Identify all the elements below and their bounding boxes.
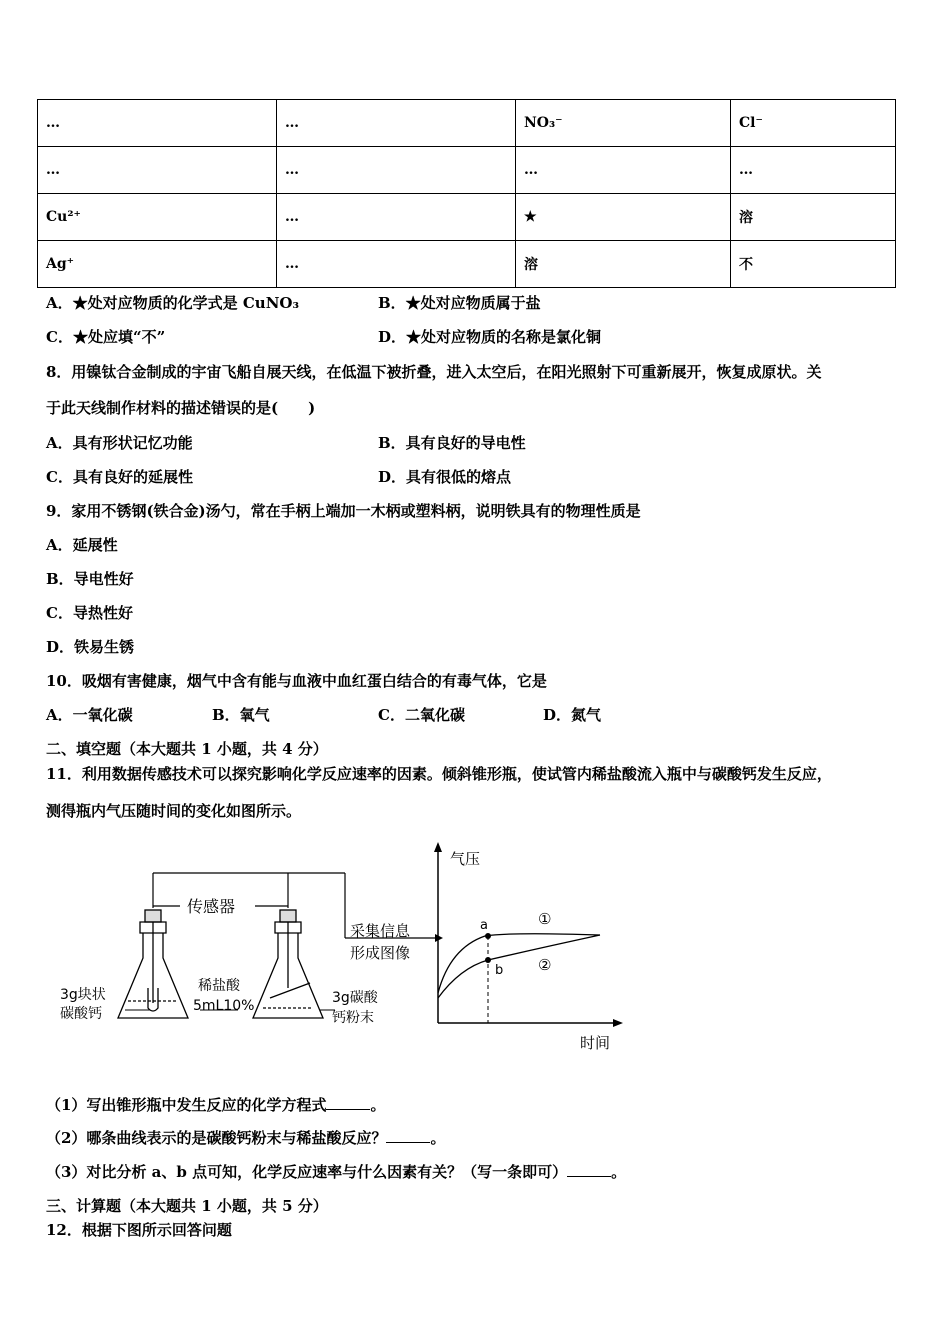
q9-option-b: B．导电性好: [46, 570, 134, 588]
q7-option-d: D．★处对应物质的名称是氯化铜: [378, 328, 602, 346]
table-row: [38, 147, 896, 194]
table-cell: …: [277, 147, 516, 194]
q10-option-d: D．氮气: [543, 706, 602, 724]
q11-stem-line1: 11．利用数据传感技术可以探究影响化学反应速率的因素。倾斜锥形瓶，使试管内稀盐酸流入瓶中与碳酸钙发生反应，: [46, 765, 832, 783]
q11-sub2: （2）哪条曲线表示的是碳酸钙粉末与稀盐酸反应？ 。: [46, 1129, 446, 1147]
point-b-label: b: [495, 963, 504, 978]
point-a-label: a: [480, 918, 488, 933]
table-cell: ★: [516, 194, 731, 241]
q10-option-b: B．氧气: [212, 706, 270, 724]
right-flask-label-2: 钙粉末: [332, 1010, 374, 1026]
table-cell: Ag⁺: [38, 241, 277, 288]
y-axis-label: 气压: [450, 850, 481, 868]
table-cell: Cu²⁺: [38, 194, 277, 241]
acid-label-1: 稀盐酸: [198, 978, 240, 994]
ion-solubility-table: [37, 99, 896, 288]
q8-option-d: D．具有很低的熔点: [378, 468, 512, 486]
table-cell: …: [277, 100, 516, 147]
q8-stem-line2: 于此天线制作材料的描述错误的是( ): [46, 399, 316, 417]
q10-stem: 10．吸烟有害健康，烟气中含有能与血液中血红蛋白结合的有毒气体，它是: [46, 672, 547, 690]
curve-2: [438, 935, 600, 998]
table-cell: Cl⁻: [731, 100, 896, 147]
table-cell: …: [277, 241, 516, 288]
acid-label-2: 5mL10%: [193, 998, 255, 1014]
table-cell: …: [731, 147, 896, 194]
left-flask-label-1: 3g块状: [60, 987, 106, 1003]
right-flask-label-1: 3g碳酸: [332, 990, 378, 1006]
x-axis-label: 时间: [580, 1034, 611, 1052]
curve-1: [438, 934, 600, 993]
table-row: [38, 241, 896, 288]
section-heading: 三、计算题（本大题共 1 小题，共 5 分）: [46, 1197, 328, 1215]
table-cell: …: [38, 147, 277, 194]
answer-blank[interactable]: [386, 1129, 430, 1143]
q10-option-a: A．一氧化碳: [46, 706, 133, 724]
point-b-marker: [485, 957, 491, 963]
q11-stem-line2: 测得瓶内气压随时间的变化如图所示。: [46, 802, 302, 820]
table-cell: 溶: [516, 241, 731, 288]
q9-stem: 9．家用不锈钢(铁合金)汤勺，常在手柄上端加一木柄或塑料柄，说明铁具有的物理性质是: [46, 502, 641, 520]
q9-option-d: D．铁易生锈: [46, 638, 135, 656]
q8-option-c: C．具有良好的延展性: [46, 468, 193, 486]
q11-sub1: （1）写出锥形瓶中发生反应的化学方程式 。: [46, 1096, 386, 1114]
q10-option-c: C．二氧化碳: [378, 706, 465, 724]
curve-2-label: ②: [538, 956, 552, 974]
table-row: [38, 100, 896, 147]
table-cell: NO₃⁻: [516, 100, 731, 147]
table-cell: …: [516, 147, 731, 194]
q7-option-b: B．★处对应物质属于盐: [378, 294, 541, 312]
q12-stem: 12．根据下图所示回答问题: [46, 1221, 232, 1239]
q8-option-b: B．具有良好的导电性: [378, 434, 526, 452]
table-cell: 不: [731, 241, 896, 288]
point-a-marker: [485, 933, 491, 939]
left-flask-label-2: 碳酸钙: [60, 1006, 102, 1022]
q11-sub3: （3）对比分析 a、b 点可知，化学反应速率与什么因素有关？（写一条即可） 。: [46, 1163, 627, 1181]
section-heading: 二、填空题（本大题共 1 小题，共 4 分）: [46, 740, 328, 758]
collect-label-2: 形成图像: [350, 944, 411, 962]
answer-blank[interactable]: [326, 1096, 370, 1110]
experiment-figure: [40, 838, 640, 1058]
flask-right: [253, 910, 323, 1018]
table-row: [38, 194, 896, 241]
table-cell: 溶: [731, 194, 896, 241]
q7-option-c: C．★处应填“不”: [46, 328, 166, 346]
sensor-label: 传感器: [187, 897, 236, 916]
answer-blank[interactable]: [567, 1163, 611, 1177]
q7-option-a: A．★处对应物质的化学式是 CuNO₃: [46, 294, 300, 312]
q8-option-a: A．具有形状记忆功能: [46, 434, 193, 452]
collect-label-1: 采集信息: [350, 922, 411, 940]
table-cell: …: [277, 194, 516, 241]
q9-option-a: A．延展性: [46, 536, 118, 554]
curve-1-label: ①: [538, 910, 552, 928]
q8-stem-line1: 8．用镍钛合金制成的宇宙飞船自展天线，在低温下被折叠，进入太空后，在阳光照射下可重新展开，恢复成原状。关: [46, 363, 822, 381]
flask-left: [118, 910, 188, 1018]
q9-option-c: C．导热性好: [46, 604, 133, 622]
table-cell: …: [38, 100, 277, 147]
pressure-time-graph: [434, 842, 623, 1052]
